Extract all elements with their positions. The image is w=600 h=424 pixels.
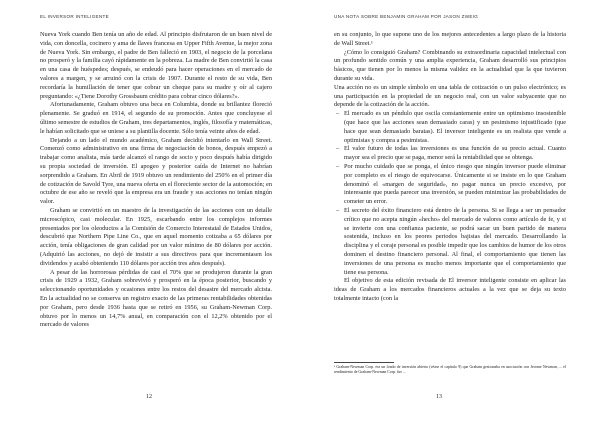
paragraph: ¿Cómo lo consiguió Graham? Combinando su extraordinaria capacidad intelectual con un profundo sentido común y una amplia experiencia, Graham desarrolló sus principios básicos, que tienen por lo menos la misma validez en la actualidad que la que tuvieron durante su vida.	[334, 48, 566, 82]
paragraph: Afortunadamente, Graham obtuvo una beca en Columbia, donde su brillantez floreció plenamente. Se graduó en 1914, el segundo de su promoción. Antes que concluyese el último semestre de estudios de Graham, tres departamentos, inglés, filosofía y matemáticas, le habían solicitado que se uniese a su plantilla docente. Sólo tenía veinte años de edad.	[40, 101, 272, 135]
page-body	[40, 31, 272, 330]
paragraph: El objetivo de esta edición revisada de El inversor inteligente consiste en aplicar las ideas de Graham a los mercados financieros actuales a la vez que se deja su texto totalmente intacto (con la	[334, 277, 566, 302]
bullet-paragraph: – El mercado es un péndulo que oscila constantemente entre un optimismo insostenible (que hace que las acciones sean demasiado caras) y un pesimismo injustificado (que hace que sean demasiado baratas). El inversor inteligente es un realista que vende a optimistas y compra a pesimistas.	[334, 110, 566, 145]
right-page	[300, 0, 600, 424]
bullet-paragraph: – Por mucho cuidado que se ponga, el único riesgo que ningún inversor puede eliminar por completo es el riesgo de equivocarse. Únicamente si se insiste en lo que Graham denominó el «margen de seguridad», no pagar nunca un precio excesivo, por interesante que pueda parecer una inversión, se pueden minimizar las probabilidades de cometer un error.	[334, 163, 566, 207]
footnote: ¹ Graham-Newman Corp. era un fondo de inversión abierto (véase el capítulo 9) que Graham gestionaba en asociación con Jerome Newman, ... el rendimiento de Graham-Newman Corp. fue ...	[334, 365, 566, 375]
bullet-paragraph: – El secreto del éxito financiero está dentro de la persona. Si se llega a ser un pensador crítico que no acepta ningún «hecho» del mercado de valores como artículo de fe, y si se invierte con una confianza paciente, se podrá sacar un buen partido de manera sostenida, incluso en los peores periodos bajistas del mercado. Desarrollando la disciplina y el coraje personal es posible impedir que los cambios de humor de los otros dominen el destino financiero personal. Al final, el comportamiento que tienen las inversiones de una persona es mucho menos importante que el comportamiento que tiene esa persona.	[334, 207, 566, 277]
page-number: 13	[436, 394, 442, 400]
bullet-paragraph: – El valor futuro de todas las inversiones es una función de su precio actual. Cuanto mayor sea el precio que se paga, menor será la rentabilidad que se obtenga.	[334, 145, 566, 163]
paragraph: Nueva York cuando Ben tenía un año de edad. Al principio disfrutaron de un buen nivel de vida, con doncella, cocinero y ama de llaves francesa en Upper Fifth Avenue, la mejor zona de Nueva York. Sin embargo, el padre de Ben falleció en 1903, el negocio de la porcelana no prosperó y la familia cayó rápidamente en la pobreza. La madre de Ben convirtió la casa en una casa de huéspedes; después, se endeudó para hacer operaciones en el mercado de valores a margen, y se arruinó con la crisis de 1907. Durante el resto de su vida, Ben recordaría la humillación de tener que cobrar un cheque para su madre y oír al cajero preguntando: «¿Tiene Dorothy Grossbaum crédito para cobrar cinco dólares?».	[40, 31, 272, 100]
running-header: EL INVERSOR INTELIGENTE	[40, 14, 110, 19]
paragraph: A pesar de las horrorosas pérdidas de casi el 70% que se produjeron durante la gran crisis de 1929 a 1932, Graham sobrevivió y prosperó en la época posterior, buscando y seleccionando oportunidades y ocasiones entre los restos del desastre del mercado alcista. En la actualidad no se conserva un registro exacto de las primeras rentabilidades obtenidas por Graham, pero desde 1936 hasta que se retiró en 1956, su Graham-Newman Corp. obtuvo por lo menos un 14,7% anual, en comparación con el 12,2% obtenido por el mercado de valores	[40, 268, 272, 329]
running-header: UNA NOTA SOBRE BENJAMIN GRAHAM POR JASON ZWEIG	[334, 14, 479, 19]
paragraph: Graham se convirtió en un maestro de la investigación de las acciones con un detalle microscópico, casi molecular. En 1925, escarbando entre los complejos informes presentados por los oleoductos a la Comisión de Comercio Interestatal de Estados Unidos, descubrió que Northern Pipe Line Co., que en aquel momento cotizaba a 65 dólares por acción, tenía obligaciones de gran calidad por un valor mínimo de 80 dólares por acción. (Adquirió las acciones, no dejó de insistir a sus directivos para que incrementasen los dividendos y acabó obteniendo 110 dólares por acción tres años después).	[40, 206, 272, 267]
page-body	[334, 31, 566, 304]
paragraph: Dejando a un lado el mundo académico, Graham decidió intentarlo en Wall Street. Comenzó como administrativo en una firma de negociación de bonos, después empezó a trabajar como analista, más tarde alcanzó el rango de socio y poco después había dirigido su propia sociedad de inversión. El apogeo y posterior caída de Internet no habrían sorprendido a Graham. En Abril de 1919 obtuvo un rendimiento del 250% en el primer día de cotización de Savold Tyre, una nueva oferta en el floreciente sector de la automoción; en octubre de ese año se reveló que la empresa era un fraude y sus acciones no tenían ningún valor.	[40, 136, 272, 206]
paragraph: Una acción no es un simple símbolo en una tabla de cotización o un pulso electrónico; es una participación en la propiedad de un negocio real, con un valor subyacente que no depende de la cotización de la acción.	[334, 83, 566, 109]
footnote-rule	[334, 362, 394, 363]
paragraph: en su conjunto, lo que supone uno de los mejores antecedentes a largo plazo de la historia de Wall Street.¹	[334, 31, 566, 47]
page-number: 12	[146, 394, 152, 400]
